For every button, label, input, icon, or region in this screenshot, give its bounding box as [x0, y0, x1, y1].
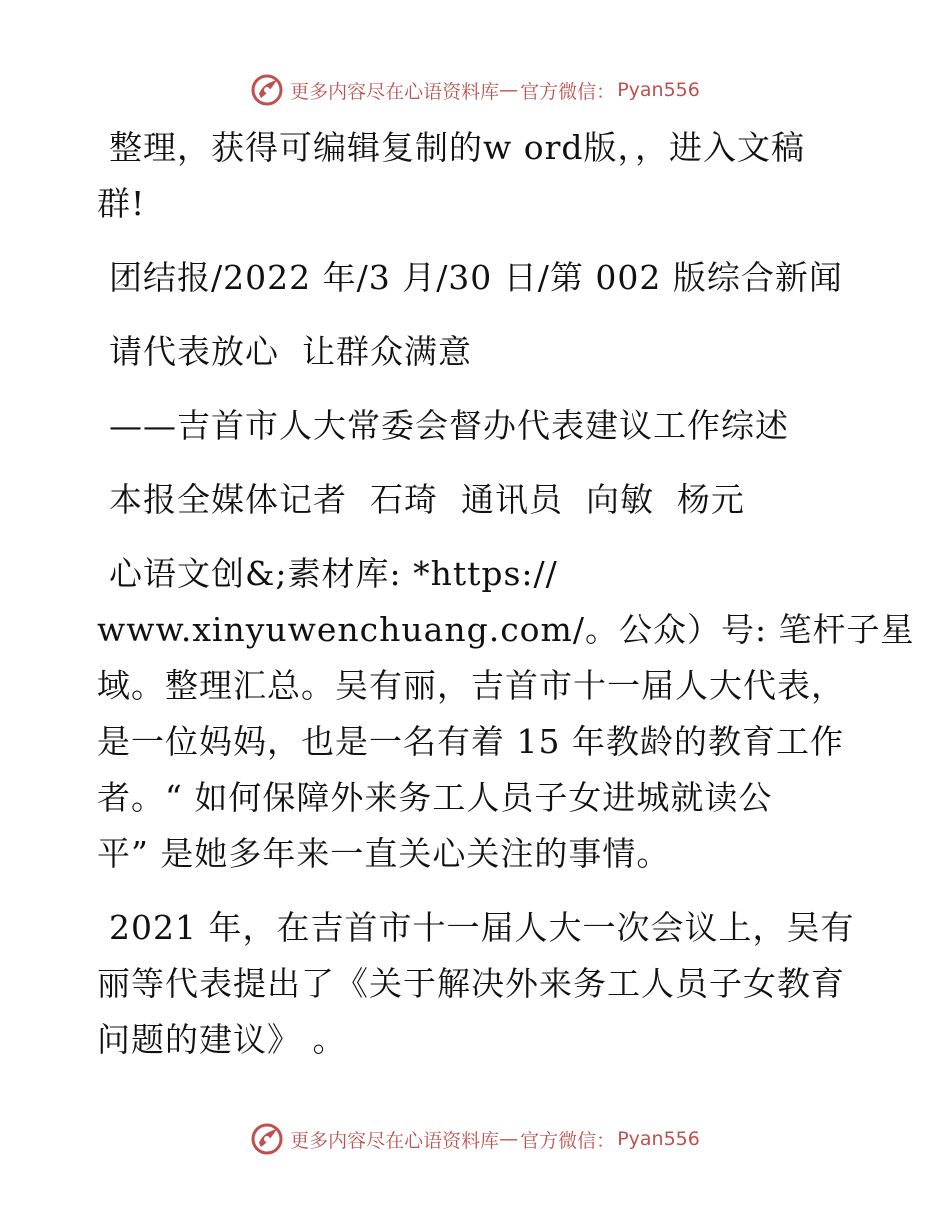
paragraph-line: 心语文创&;素材库: *https://	[109, 554, 558, 593]
byline: 本报全媒体记者 石琦 通讯员 向敏 杨元	[109, 480, 745, 519]
xinyu-logo-icon	[250, 73, 284, 107]
subheadline: ——吉首市人大常委会督办代表建议工作综述	[109, 406, 789, 445]
watermark-wechat-label: 官方微信：	[520, 80, 616, 103]
watermark-wechat-id: Pyan556	[617, 1128, 700, 1150]
document-body	[97, 120, 915, 1068]
paragraph-line: 是一位妈妈，也是一名有着 15 年教龄的教育工作	[97, 722, 844, 761]
paragraph-line: 者。“ 如何保障外来务工人员子女进城就读公	[97, 778, 773, 817]
intro-line: 整理，获得可编辑复制的w ord版，，进入文稿	[109, 128, 806, 167]
watermark-footer	[0, 1119, 950, 1159]
paragraph-line: 丽等代表提出了《关于解决外来务工人员子女教育	[97, 964, 845, 1003]
paragraph-line: 平” 是她多年来一直关心关注的事情。	[97, 834, 671, 873]
watermark-separator: —	[499, 1128, 519, 1150]
paragraph-line: 域。整理汇总。吴有丽，吉首市十一届人大代表，	[97, 666, 845, 705]
headline: 请代表放心 让群众满意	[109, 332, 472, 371]
paragraph-line: 2021 年，在吉首市十一届人大一次会议上，吴有	[109, 908, 855, 947]
watermark-brand: 更多内容尽在心语资料库	[290, 80, 500, 103]
watermark-wechat-id: Pyan556	[617, 79, 700, 101]
watermark-separator: —	[499, 79, 519, 101]
paragraph-line: www.xinyuwenchuang.com/。公众）号: 笔杆子星	[97, 610, 915, 649]
watermark-brand: 更多内容尽在心语资料库	[290, 1129, 500, 1152]
xinyu-logo-icon	[250, 1122, 284, 1156]
source-line: 团结报/2022 年/3 月/30 日/第 002 版综合新闻	[109, 258, 843, 297]
watermark-header	[0, 70, 950, 110]
watermark-wechat-label: 官方微信：	[520, 1129, 616, 1152]
intro-line: 群!	[97, 184, 146, 223]
paragraph-line: 问题的建议》 。	[97, 1020, 347, 1059]
